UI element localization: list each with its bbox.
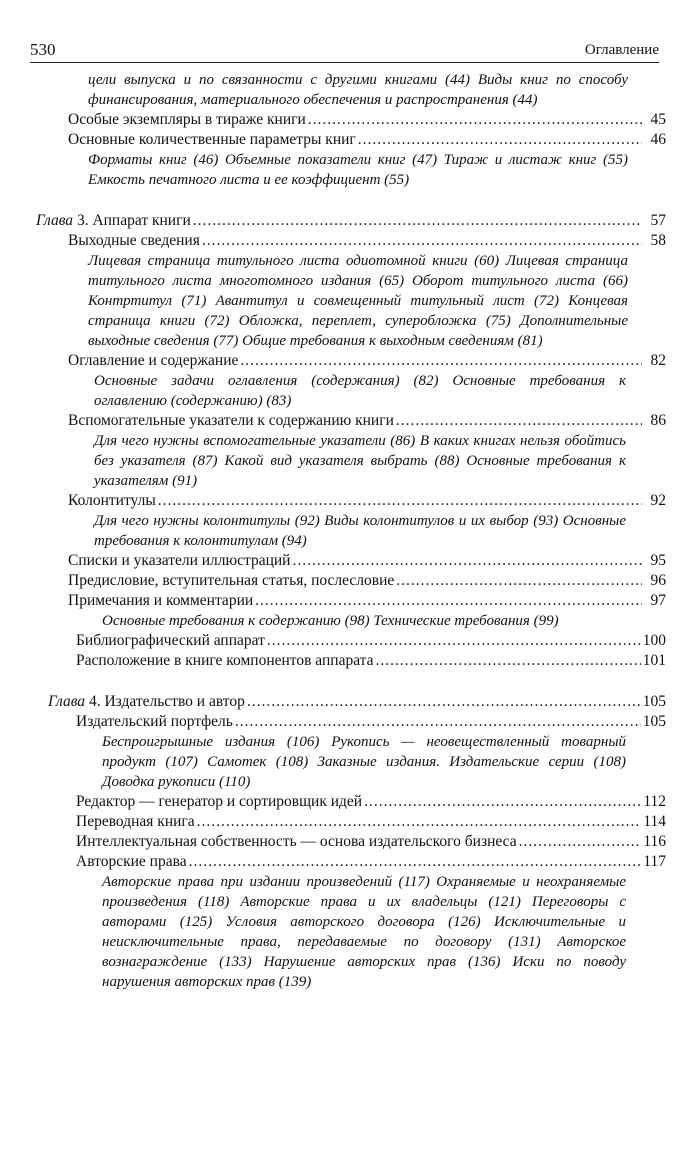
- leader-dots: [235, 712, 641, 732]
- page-number: 530: [30, 40, 56, 59]
- leader-dots: [396, 571, 642, 591]
- leader-dots: [193, 211, 642, 231]
- toc-entry-page: 46: [650, 131, 666, 148]
- toc-entry[interactable]: [36, 491, 666, 511]
- toc-entry[interactable]: [36, 832, 666, 852]
- toc-entry[interactable]: [36, 551, 666, 571]
- toc-entry-title: Библиографический аппарат: [76, 632, 265, 649]
- toc-entry-page: 82: [650, 352, 666, 369]
- chapter-label: Глава: [36, 212, 74, 229]
- toc-entry-page: 116: [643, 833, 666, 850]
- toc-subsection-text: Лицевая страница титульного листа одиотомной книги (60) Лицевая страница титульного листа многотомного издания (65) Оборот титульного листа (66) Контртитул (71) Авантитул и совмещенный титульный лист (72) Концевая страница книги (72) Обложка, переплет, суперобложка (75) Дополнительные выходные сведения (77) Общие требования к выходным сведениям (81): [88, 253, 628, 349]
- toc-entry-title: Колонтитулы: [68, 492, 156, 509]
- chapter-title: 3. Аппарат книги: [73, 212, 191, 229]
- toc-entry-title: Особые экземпляры в тираже книги: [68, 111, 306, 128]
- leader-dots: [364, 792, 641, 812]
- toc-entry[interactable]: [36, 351, 666, 371]
- toc-entry-title: Оглавление и содержание: [68, 352, 239, 369]
- toc-entry-title: Интеллектуальная собственность — основа издательского бизнеса: [76, 833, 517, 850]
- leader-dots: [396, 411, 642, 431]
- toc-entry-title: Примечания и комментарии: [68, 592, 254, 609]
- toc-entry-page: 105: [642, 713, 666, 730]
- toc-entry[interactable]: [36, 792, 666, 812]
- toc-entry-title: Редактор — генератор и сортировщик идей: [76, 793, 363, 810]
- leader-dots: [189, 852, 642, 872]
- toc-entry[interactable]: [36, 110, 666, 130]
- toc-entry-title: Основные количественные параметры книг: [68, 131, 356, 148]
- toc-entry-page: 86: [650, 412, 666, 429]
- toc-entry-page: 112: [643, 793, 666, 810]
- toc-chapter[interactable]: [36, 692, 666, 712]
- leader-dots: [240, 351, 642, 371]
- leader-dots: [255, 591, 642, 611]
- toc-entry-page: 114: [643, 813, 666, 830]
- toc-entry-title: Переводная книга: [76, 813, 195, 830]
- toc-entry-page: 97: [650, 592, 666, 609]
- toc-entry[interactable]: [36, 591, 666, 611]
- toc-subsection-text: Основные задачи оглавления (содержания) (82) Основные требования к оглавлению (содержанию) (83): [94, 373, 626, 409]
- toc-entry[interactable]: [36, 571, 666, 591]
- leader-dots: [358, 130, 642, 150]
- leader-dots: [267, 631, 641, 651]
- running-title: Оглавление: [584, 42, 659, 58]
- toc-entry[interactable]: [36, 231, 666, 251]
- toc-entry-page: 95: [650, 552, 666, 569]
- toc-entry-page: 101: [642, 652, 666, 669]
- toc-entry-title: Расположение в книге компонентов аппарата: [76, 652, 374, 669]
- toc-entry-page: 117: [643, 853, 666, 870]
- toc-subsection-text: Беспроигрышные издания (106) Рукопись — неовеществленный товарный продукт (107) Самотек (108) Заказные издания. Издательские серии (108) Доводка рукописи (110): [102, 734, 626, 790]
- toc-entry-title: Выходные сведения: [68, 232, 200, 249]
- toc-entry-page: 96: [650, 572, 666, 589]
- toc-entry[interactable]: [36, 130, 666, 150]
- toc-entry-page: 58: [650, 232, 666, 249]
- toc-entry-title: Вспомогательные указатели к содержанию книги: [68, 412, 394, 429]
- leader-dots: [519, 832, 642, 852]
- toc-subsection-text: Форматы книг (46) Объемные показатели книг (47) Тираж и листаж книг (55) Емкость печатного листа и ее коэффициент (55): [88, 152, 628, 188]
- toc-subsection-text: цели выпуска и по связанности с другими книгами (44) Виды книг по способу финансирования, материального обеспечения и распространения (44): [88, 72, 628, 108]
- toc-entry-page: 100: [642, 632, 666, 649]
- toc-entry-title: Списки и указатели иллюстраций: [68, 552, 291, 569]
- toc-entry[interactable]: [36, 631, 666, 651]
- toc-entry-title: Издательский портфель: [76, 713, 233, 730]
- table-of-contents: [36, 70, 666, 992]
- toc-subsection-text: Основные требования к содержанию (98) Технические требования (99): [102, 613, 559, 629]
- leader-dots: [247, 692, 641, 712]
- running-head: [30, 40, 659, 63]
- toc-subsection-text: Для чего нужны вспомогательные указатели (86) В каких книгах нельзя обойтись без указателя (87) Какой вид указателя выбрать (88) Основные требования к указателям (91): [94, 433, 626, 489]
- toc-entry[interactable]: [36, 411, 666, 431]
- toc-entry-page: 92: [650, 492, 666, 509]
- leader-dots: [308, 110, 642, 130]
- toc-subsection-text: Авторские права при издании произведений (117) Охраняемые и неохраняемые произведения (118) Авторские права и их владельцы (121) Переговоры с авторами (125) Условия авторского договора (126) Исключительные и неисключительные права, передаваемые по договору (131) Авторское вознаграждение (133) Нарушение авторских прав (136) Иски по поводу нарушения авторских прав (139): [102, 874, 626, 990]
- toc-entry[interactable]: [36, 712, 666, 732]
- leader-dots: [292, 551, 642, 571]
- leader-dots: [197, 812, 642, 832]
- chapter-label: Глава: [48, 693, 86, 710]
- toc-entry-title: Авторские права: [76, 853, 187, 870]
- leader-dots: [158, 491, 642, 511]
- toc-entry[interactable]: [36, 812, 666, 832]
- toc-entry-page: 105: [642, 693, 666, 710]
- toc-chapter[interactable]: [36, 211, 666, 231]
- toc-entry[interactable]: [36, 852, 666, 872]
- toc-entry[interactable]: [36, 651, 666, 671]
- toc-entry-page: 57: [650, 212, 666, 229]
- toc-entry-title: Предисловие, вступительная статья, послесловие: [68, 572, 395, 589]
- toc-subsection-text: Для чего нужны колонтитулы (92) Виды колонтитулов и их выбор (93) Основные требования к колонтитулам (94): [94, 513, 626, 549]
- toc-entry-page: 45: [650, 111, 666, 128]
- leader-dots: [202, 231, 642, 251]
- leader-dots: [376, 651, 641, 671]
- chapter-title: 4. Издательство и автор: [85, 693, 245, 710]
